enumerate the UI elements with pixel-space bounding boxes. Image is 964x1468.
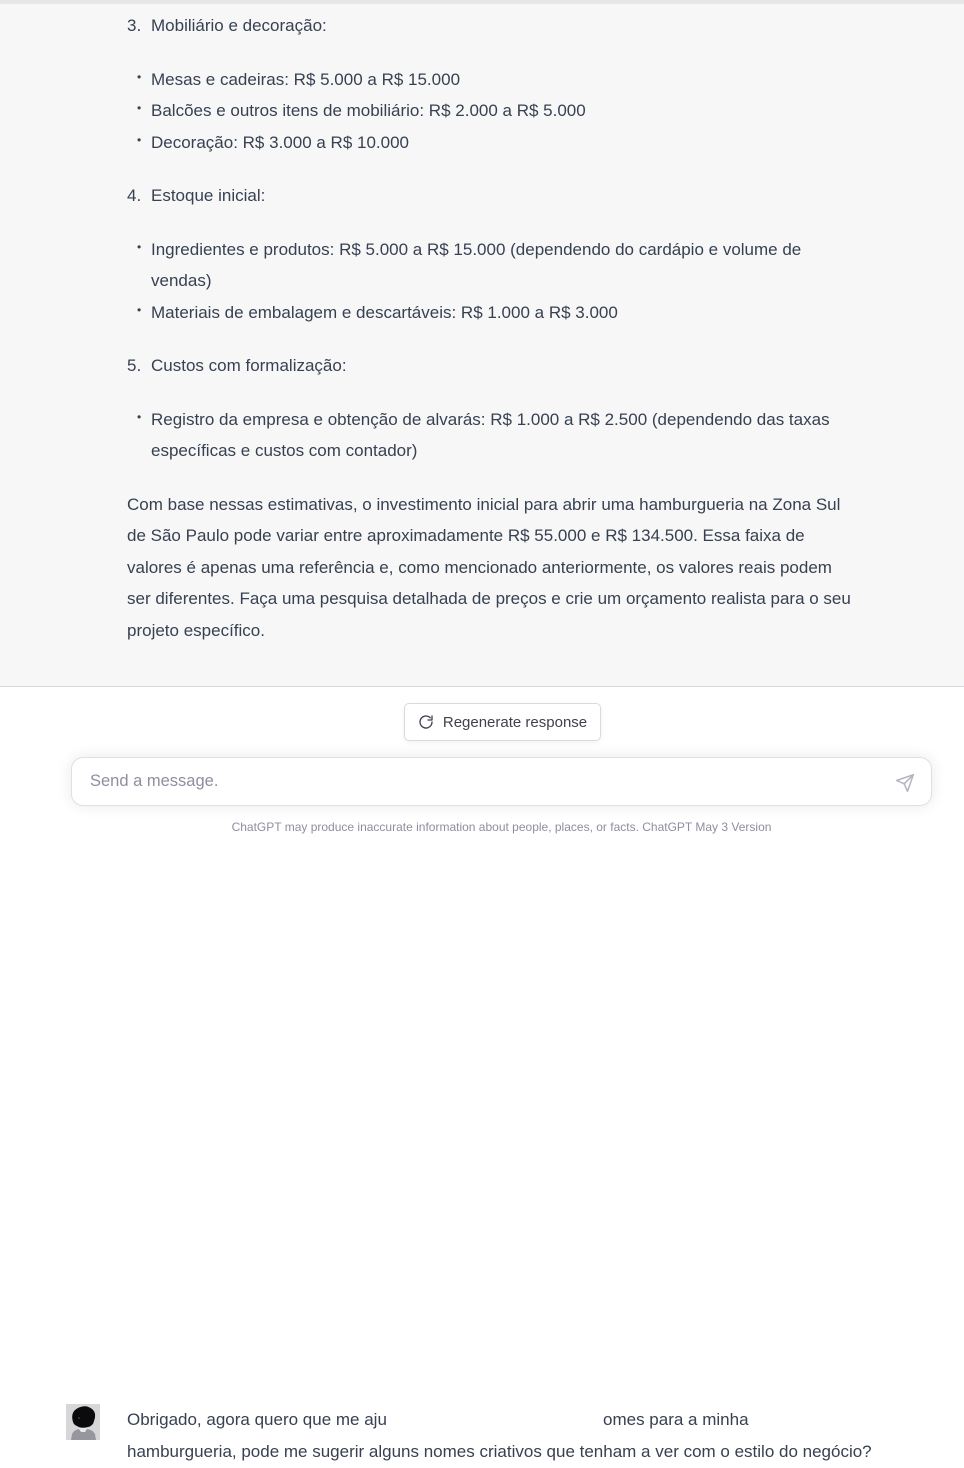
bullet-list	[127, 64, 859, 159]
assistant-message-content	[127, 10, 859, 646]
regenerate-response-button[interactable]	[404, 703, 601, 741]
user-message-line-1	[127, 1404, 867, 1436]
send-button[interactable]	[893, 771, 917, 795]
closing-paragraph: Com base nessas estimativas, o investimento inicial para abrir uma hamburgueria na Zona Sul de São Paulo pode variar entre aproximadamente R$ 55.000 e R$ 134.500. Essa faixa de valores é apenas uma referência e, como mencionado anteriormente, os valores reais podem ser diferentes. Faça uma pesquisa detalhada de preços e crie um orçamento realista para o seu projeto específico.	[127, 494, 851, 640]
user-line2: hamburgueria, pode me sugerir alguns nomes criativos que tenham a ver com o estilo do negócio?	[127, 1441, 872, 1461]
bullet-item: • Mesas e cadeiras: R$ 5.000 a R$ 15.000	[151, 64, 859, 96]
list-item-number: 3.	[127, 16, 142, 35]
numbered-list-item	[127, 10, 859, 42]
message-composer	[71, 757, 932, 806]
bullet-list	[127, 234, 859, 329]
footer-disclaimer: ChatGPT may produce inaccurate information about people, places, or facts. ChatGPT May 3 Version	[231, 820, 772, 834]
user-message-text	[127, 1404, 872, 1468]
bullet-item: • Decoração: R$ 3.000 a R$ 10.000	[151, 127, 859, 159]
user-photo	[66, 1404, 100, 1440]
bullet-item: • Balcões e outros itens de mobiliário: R$ 2.000 a R$ 5.000	[151, 95, 859, 127]
bullet-item: • Registro da empresa e obtenção de alvarás: R$ 1.000 a R$ 2.500 (dependendo das taxas específicas e custos com contador)	[151, 404, 859, 467]
user-line1-left: Obrigado, agora quero que me aju	[127, 1410, 387, 1429]
list-item-number: 5.	[127, 356, 142, 375]
list-item-title: Custos com formalização:	[151, 356, 347, 375]
assistant-message	[0, 4, 964, 687]
bullet-list	[127, 404, 859, 467]
numbered-list-item	[127, 180, 859, 212]
numbered-list-item	[127, 350, 859, 382]
user-line1-right: omes para a minha	[603, 1410, 749, 1429]
regenerate-label: Regenerate response	[442, 713, 588, 731]
regenerate-icon	[418, 714, 434, 730]
avatar	[66, 1404, 100, 1440]
send-icon	[895, 773, 915, 793]
assistant-markdown	[127, 10, 859, 467]
list-item-title: Mobiliário e decoração:	[151, 16, 327, 35]
message-input[interactable]	[90, 758, 880, 805]
bullet-item: • Materiais de embalagem e descartáveis: R$ 1.000 a R$ 3.000	[151, 297, 859, 329]
bullet-item: • Ingredientes e produtos: R$ 5.000 a R$ 15.000 (dependendo do cardápio e volume de vendas)	[151, 234, 859, 297]
list-item-number: 4.	[127, 186, 142, 205]
list-item-title: Estoque inicial:	[151, 186, 266, 205]
user-message-line-2	[127, 1436, 872, 1468]
